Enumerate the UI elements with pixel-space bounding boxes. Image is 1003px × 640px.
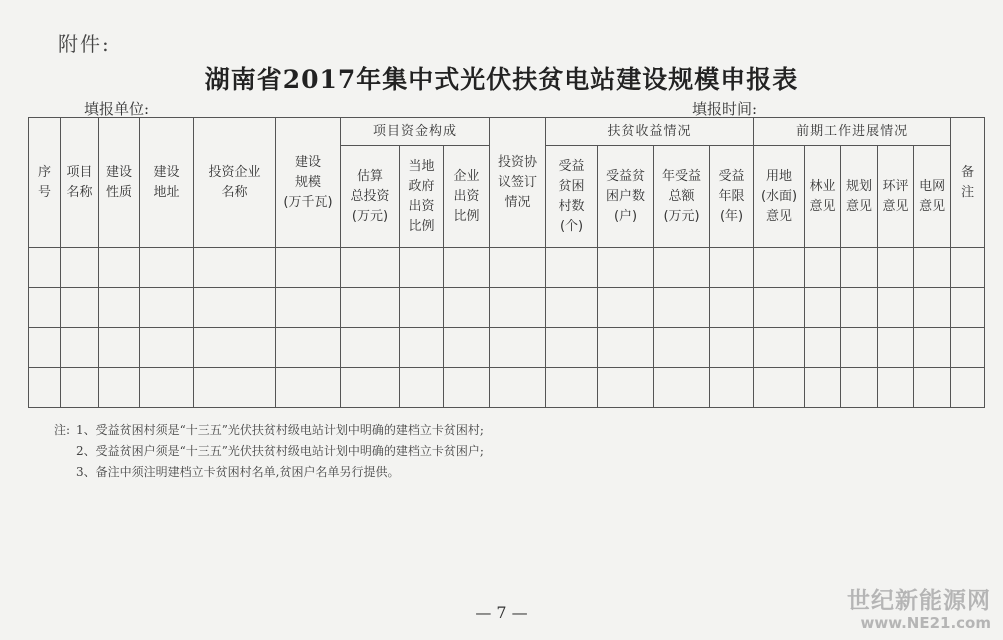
table-cell[interactable]: [194, 368, 276, 408]
table-row: [29, 288, 985, 328]
col-header-construction-scale: 建设 规模 (万千瓦): [276, 118, 341, 248]
table-cell[interactable]: [194, 328, 276, 368]
col-header-benefit-years: 受益 年限 (年): [710, 146, 754, 248]
table-row: [29, 368, 985, 408]
table-cell[interactable]: [951, 248, 985, 288]
table-cell[interactable]: [490, 328, 546, 368]
table-cell[interactable]: [29, 328, 61, 368]
table-cell[interactable]: [878, 328, 914, 368]
col-header-project-name: 项目 名称: [61, 118, 99, 248]
table-cell[interactable]: [805, 288, 841, 328]
table-cell[interactable]: [951, 368, 985, 408]
table-cell[interactable]: [99, 248, 140, 288]
col-header-environment-opinion: 环评 意见: [878, 146, 914, 248]
notes-section: [54, 420, 484, 483]
col-header-planning-opinion: 规划 意见: [841, 146, 878, 248]
table-cell[interactable]: [61, 288, 99, 328]
table-cell[interactable]: [490, 248, 546, 288]
table-cell[interactable]: [951, 328, 985, 368]
col-header-grid-opinion: 电网 意见: [914, 146, 951, 248]
attachment-label: 附件:: [58, 32, 111, 56]
table-cell[interactable]: [444, 288, 490, 328]
table-cell[interactable]: [841, 248, 878, 288]
table-cell[interactable]: [341, 328, 400, 368]
table-cell[interactable]: [490, 368, 546, 408]
table-cell[interactable]: [754, 368, 805, 408]
table-cell[interactable]: [654, 328, 710, 368]
note-text: 2、受益贫困户须是“十三五”光伏扶贫村级电站计划中明确的建档立卡贫困户;: [76, 444, 484, 458]
table-cell[interactable]: [754, 248, 805, 288]
col-header-benefit-households: 受益贫 困户数 (户): [598, 146, 654, 248]
col-header-estimated-investment: 估算 总投资 (万元): [341, 146, 400, 248]
table-cell[interactable]: [29, 368, 61, 408]
table-cell[interactable]: [276, 328, 341, 368]
col-header-investor-name: 投资企业 名称: [194, 118, 276, 248]
group-header-funding: 项目资金构成: [341, 118, 490, 146]
table-cell[interactable]: [914, 328, 951, 368]
table-cell[interactable]: [444, 368, 490, 408]
table-cell[interactable]: [914, 288, 951, 328]
table-cell[interactable]: [710, 288, 754, 328]
table-cell[interactable]: [710, 328, 754, 368]
table-cell[interactable]: [598, 288, 654, 328]
watermark-url: www.NE21.com: [860, 614, 991, 632]
table-cell[interactable]: [194, 248, 276, 288]
col-header-land-opinion: 用地 (水面) 意见: [754, 146, 805, 248]
table-cell[interactable]: [654, 248, 710, 288]
note-item: [54, 420, 484, 441]
table-cell[interactable]: [490, 288, 546, 328]
table-cell[interactable]: [710, 368, 754, 408]
table-row: [29, 328, 985, 368]
note-text: 1、受益贫困村须是“十三五”光伏扶贫村级电站计划中明确的建档立卡贫困村;: [76, 423, 484, 437]
table-cell[interactable]: [878, 288, 914, 328]
table-cell[interactable]: [61, 328, 99, 368]
col-header-construction-address: 建设 地址: [140, 118, 194, 248]
table-cell[interactable]: [400, 328, 444, 368]
table-cell[interactable]: [61, 248, 99, 288]
col-header-investment-agreement: 投资协 议签订 情况: [490, 118, 546, 248]
table-cell[interactable]: [99, 288, 140, 328]
table-cell[interactable]: [29, 288, 61, 328]
table-cell[interactable]: [546, 288, 598, 328]
table-cell[interactable]: [276, 288, 341, 328]
col-header-annual-benefit: 年受益 总额 (万元): [654, 146, 710, 248]
table-cell[interactable]: [598, 328, 654, 368]
table-cell[interactable]: [878, 368, 914, 408]
document-title: 湖南省2017年集中式光伏扶贫电站建设规模申报表: [204, 65, 799, 94]
table-cell[interactable]: [805, 248, 841, 288]
col-header-remarks: 备 注: [951, 118, 985, 248]
notes-prefix: 注:: [54, 423, 71, 437]
table-cell[interactable]: [805, 368, 841, 408]
table-cell[interactable]: [754, 288, 805, 328]
table-cell[interactable]: [841, 368, 878, 408]
group-header-poverty-benefit: 扶贫收益情况: [546, 118, 754, 146]
table-cell[interactable]: [400, 368, 444, 408]
table-cell[interactable]: [99, 368, 140, 408]
note-item: [54, 462, 484, 483]
table-cell[interactable]: [654, 288, 710, 328]
page-number: — 7 —: [475, 603, 528, 622]
table-cell[interactable]: [341, 288, 400, 328]
declaration-form-table: [28, 117, 985, 408]
note-item: [54, 441, 484, 462]
fill-time-label: 填报时间:: [692, 100, 758, 118]
table-cell[interactable]: [140, 288, 194, 328]
table-cell[interactable]: [61, 368, 99, 408]
table-cell[interactable]: [276, 248, 341, 288]
table-cell[interactable]: [400, 288, 444, 328]
table-cell[interactable]: [194, 288, 276, 328]
table-cell[interactable]: [341, 368, 400, 408]
table-cell[interactable]: [546, 248, 598, 288]
col-header-government-share: 当地 政府 出资 比例: [400, 146, 444, 248]
table-cell[interactable]: [754, 328, 805, 368]
col-header-serial: 序 号: [29, 118, 61, 248]
table-cell[interactable]: [841, 328, 878, 368]
col-header-forestry-opinion: 林业 意见: [805, 146, 841, 248]
watermark: [847, 588, 991, 632]
table-cell[interactable]: [400, 248, 444, 288]
table-cell[interactable]: [444, 248, 490, 288]
table-cell[interactable]: [598, 368, 654, 408]
watermark-text: 世纪新能源网: [847, 588, 991, 614]
table-cell[interactable]: [341, 248, 400, 288]
col-header-benefit-villages: 受益 贫困 村数 (个): [546, 146, 598, 248]
table-cell[interactable]: [598, 248, 654, 288]
group-header-preliminary-work: 前期工作进展情况: [754, 118, 951, 146]
table-cell[interactable]: [654, 368, 710, 408]
table-cell[interactable]: [140, 368, 194, 408]
table-cell[interactable]: [951, 288, 985, 328]
table-cell[interactable]: [29, 248, 61, 288]
table-cell[interactable]: [276, 368, 341, 408]
table-row: [29, 248, 985, 288]
table-cell[interactable]: [444, 328, 490, 368]
table-cell[interactable]: [546, 328, 598, 368]
table-cell[interactable]: [878, 248, 914, 288]
table-cell[interactable]: [140, 248, 194, 288]
table-cell[interactable]: [140, 328, 194, 368]
table-cell[interactable]: [99, 328, 140, 368]
col-header-construction-type: 建设 性质: [99, 118, 140, 248]
note-text: 3、备注中须注明建档立卡贫困村名单,贫困户名单另行提供。: [76, 465, 400, 479]
col-header-enterprise-share: 企业 出资 比例: [444, 146, 490, 248]
table-cell[interactable]: [710, 248, 754, 288]
table-cell[interactable]: [805, 328, 841, 368]
table-cell[interactable]: [914, 248, 951, 288]
table-cell[interactable]: [914, 368, 951, 408]
table-cell[interactable]: [841, 288, 878, 328]
fill-unit-label: 填报单位:: [84, 100, 150, 118]
table-cell[interactable]: [546, 368, 598, 408]
